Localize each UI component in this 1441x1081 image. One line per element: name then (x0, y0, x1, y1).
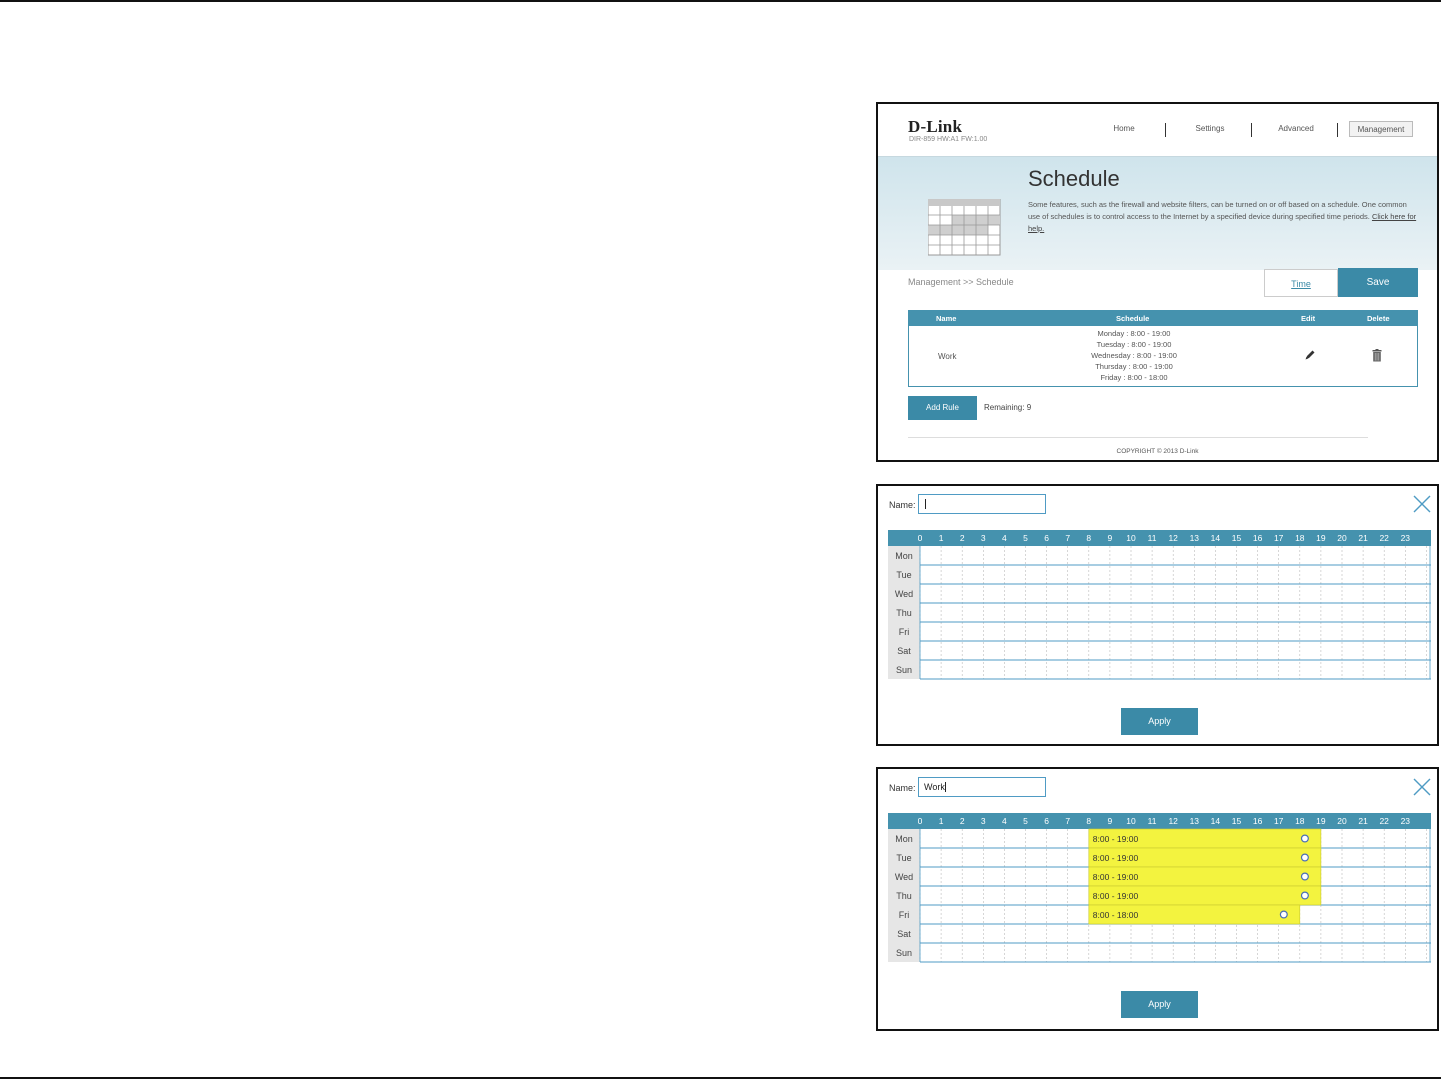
hour-label: 7 (1065, 533, 1071, 543)
schedule-block[interactable] (1089, 829, 1321, 848)
remove-block-icon[interactable] (1302, 892, 1309, 899)
hour-label: 4 (1002, 816, 1007, 826)
header (878, 104, 1437, 156)
schedule-block[interactable] (1089, 905, 1300, 924)
hour-label: 14 (1210, 533, 1221, 543)
close-icon[interactable] (1412, 777, 1432, 797)
pencil-icon[interactable] (1304, 349, 1316, 361)
name-value: Work (924, 782, 945, 792)
hour-label: 10 (1126, 533, 1136, 543)
apply-button[interactable]: Apply (1121, 708, 1198, 735)
hour-label: 2 (959, 533, 965, 543)
day-label: Sun (895, 948, 913, 958)
day-label: Mon (895, 551, 913, 561)
help-link[interactable]: Click here for help. (1028, 212, 1417, 233)
hour-label: 0 (917, 816, 923, 826)
day-label: Mon (895, 834, 913, 844)
day-label: Tue (896, 853, 912, 863)
schedule-page-screenshot (876, 102, 1439, 462)
hour-label: 14 (1210, 816, 1221, 826)
hour-label: 4 (1002, 533, 1007, 543)
day-label: Fri (898, 627, 910, 637)
hour-label: 16 (1252, 816, 1263, 826)
hour-label: 11 (1147, 533, 1157, 543)
hour-label: 8 (1086, 533, 1092, 543)
top-rule (0, 0, 1441, 2)
hour-label: 9 (1107, 533, 1113, 543)
hour-label: 2 (959, 816, 965, 826)
schedule-grid[interactable] (888, 813, 1431, 966)
time-button[interactable]: Time (1264, 269, 1338, 297)
text-cursor (925, 499, 926, 509)
hour-label: 3 (980, 533, 986, 543)
column-header-schedule: Schedule (1116, 314, 1150, 323)
nav-home[interactable]: Home (1113, 124, 1135, 133)
table-header (909, 311, 1417, 326)
hour-label: 5 (1023, 816, 1028, 826)
brand-logo[interactable]: D-Link (908, 117, 963, 136)
page-title: Schedule (1028, 166, 1120, 191)
name-input[interactable] (918, 777, 1046, 797)
remove-block-icon[interactable] (1280, 911, 1287, 918)
schedule-line: Tuesday : 8:00 - 19:00 (1096, 340, 1172, 349)
schedule-table (908, 310, 1418, 387)
day-label: Sat (897, 646, 911, 656)
day-label: Wed (894, 872, 914, 882)
remove-block-icon[interactable] (1302, 835, 1309, 842)
page-description (1028, 199, 1418, 235)
grid-background (888, 530, 1431, 679)
hour-label: 9 (1107, 816, 1113, 826)
nav-advanced[interactable]: Advanced (1278, 124, 1314, 133)
hour-label: 23 (1400, 533, 1411, 543)
rule-schedule (1059, 328, 1209, 383)
copyright: COPYRIGHT © 2013 D-Link (1116, 448, 1199, 455)
schedule-editor-empty-screenshot (876, 484, 1439, 746)
schedule-block[interactable] (1089, 867, 1321, 886)
nav-divider (1251, 123, 1252, 137)
hour-label: 15 (1231, 533, 1242, 543)
save-button[interactable]: Save (1338, 268, 1418, 297)
hour-label: 7 (1065, 816, 1071, 826)
column-header-delete: Delete (1367, 314, 1390, 323)
hour-label: 5 (1023, 533, 1028, 543)
hour-label: 17 (1273, 533, 1284, 543)
schedule-grid[interactable] (888, 530, 1431, 683)
remove-block-icon[interactable] (1302, 854, 1309, 861)
remaining-count: Remaining: 9 (984, 403, 1032, 412)
hour-label: 1 (938, 816, 944, 826)
hour-label: 13 (1189, 533, 1200, 543)
name-input[interactable] (918, 494, 1046, 514)
hour-label: 20 (1337, 816, 1347, 826)
hour-label: 0 (917, 533, 923, 543)
description-text: Some features, such as the firewall and website filters, can be turned on or off based on a schedule. One common use of schedules is to control access to the Internet by a specified device during specified time periods. (1028, 200, 1407, 221)
table-row (909, 326, 1417, 386)
day-label: Wed (894, 589, 914, 599)
hour-label: 23 (1400, 816, 1411, 826)
column-header-edit: Edit (1301, 314, 1316, 323)
schedule-line: Friday : 8:00 - 18:00 (1100, 373, 1168, 382)
apply-button[interactable]: Apply (1121, 991, 1198, 1018)
hour-label: 17 (1273, 816, 1284, 826)
hour-label: 19 (1316, 533, 1326, 543)
schedule-block-label: 8:00 - 18:00 (1092, 910, 1139, 920)
schedule-block[interactable] (1089, 848, 1321, 867)
hour-label: 1 (938, 533, 944, 543)
day-label: Thu (896, 608, 912, 618)
hour-label: 22 (1379, 533, 1389, 543)
nav-divider (1337, 123, 1338, 137)
day-label: Fri (898, 910, 910, 920)
name-label: Name: (889, 500, 916, 510)
hour-label: 16 (1252, 533, 1263, 543)
hour-label: 13 (1189, 816, 1200, 826)
hour-label: 18 (1295, 816, 1305, 826)
schedule-editor-filled-screenshot (876, 767, 1439, 1031)
schedule-block-label: 8:00 - 19:00 (1092, 891, 1139, 901)
hour-label: 22 (1379, 816, 1389, 826)
day-label: Thu (896, 891, 912, 901)
hour-label: 20 (1337, 533, 1347, 543)
hour-label: 8 (1086, 816, 1092, 826)
hour-label: 19 (1316, 816, 1326, 826)
nav-settings[interactable]: Settings (1195, 124, 1225, 133)
hour-label: 21 (1358, 816, 1368, 826)
hour-label: 12 (1168, 533, 1178, 543)
remove-block-icon[interactable] (1302, 873, 1309, 880)
text-cursor (945, 782, 946, 792)
schedule-line: Monday : 8:00 - 19:00 (1097, 329, 1171, 338)
add-rule-button[interactable]: Add Rule (908, 396, 977, 420)
hour-label: 10 (1126, 816, 1136, 826)
close-icon[interactable] (1412, 494, 1432, 514)
hour-label: 12 (1168, 816, 1178, 826)
schedule-block-label: 8:00 - 19:00 (1092, 834, 1139, 844)
hour-label: 18 (1295, 533, 1305, 543)
day-label: Sun (895, 665, 913, 675)
hour-header (888, 813, 1431, 829)
nav-management[interactable]: Management (1349, 121, 1413, 137)
column-header-name: Name (936, 314, 957, 323)
page-banner (878, 156, 1437, 270)
hour-label: 3 (980, 816, 986, 826)
nav-divider (1165, 123, 1166, 137)
day-label: Tue (896, 570, 912, 580)
schedule-line: Wednesday : 8:00 - 19:00 (1091, 351, 1177, 360)
rule-name: Work (938, 352, 957, 361)
name-label: Name: (889, 783, 916, 793)
schedule-line: Thursday : 8:00 - 19:00 (1095, 362, 1173, 371)
calendar-icon (928, 199, 1002, 257)
schedule-block-label: 8:00 - 19:00 (1092, 872, 1139, 882)
breadcrumb: Management >> Schedule (908, 277, 1014, 287)
hour-label: 6 (1044, 816, 1049, 826)
hour-header (888, 530, 1431, 546)
model-info: DIR-859 HW:A1 FW:1.00 (909, 136, 988, 143)
trash-icon[interactable] (1372, 349, 1382, 362)
hour-label: 11 (1147, 816, 1157, 826)
hour-label: 15 (1231, 816, 1242, 826)
footer-divider (908, 437, 1368, 438)
day-label: Sat (897, 929, 911, 939)
hour-label: 21 (1358, 533, 1368, 543)
schedule-block-label: 8:00 - 19:00 (1092, 853, 1139, 863)
bottom-rule (0, 1077, 1441, 1079)
hour-label: 6 (1044, 533, 1049, 543)
schedule-block[interactable] (1089, 886, 1321, 905)
